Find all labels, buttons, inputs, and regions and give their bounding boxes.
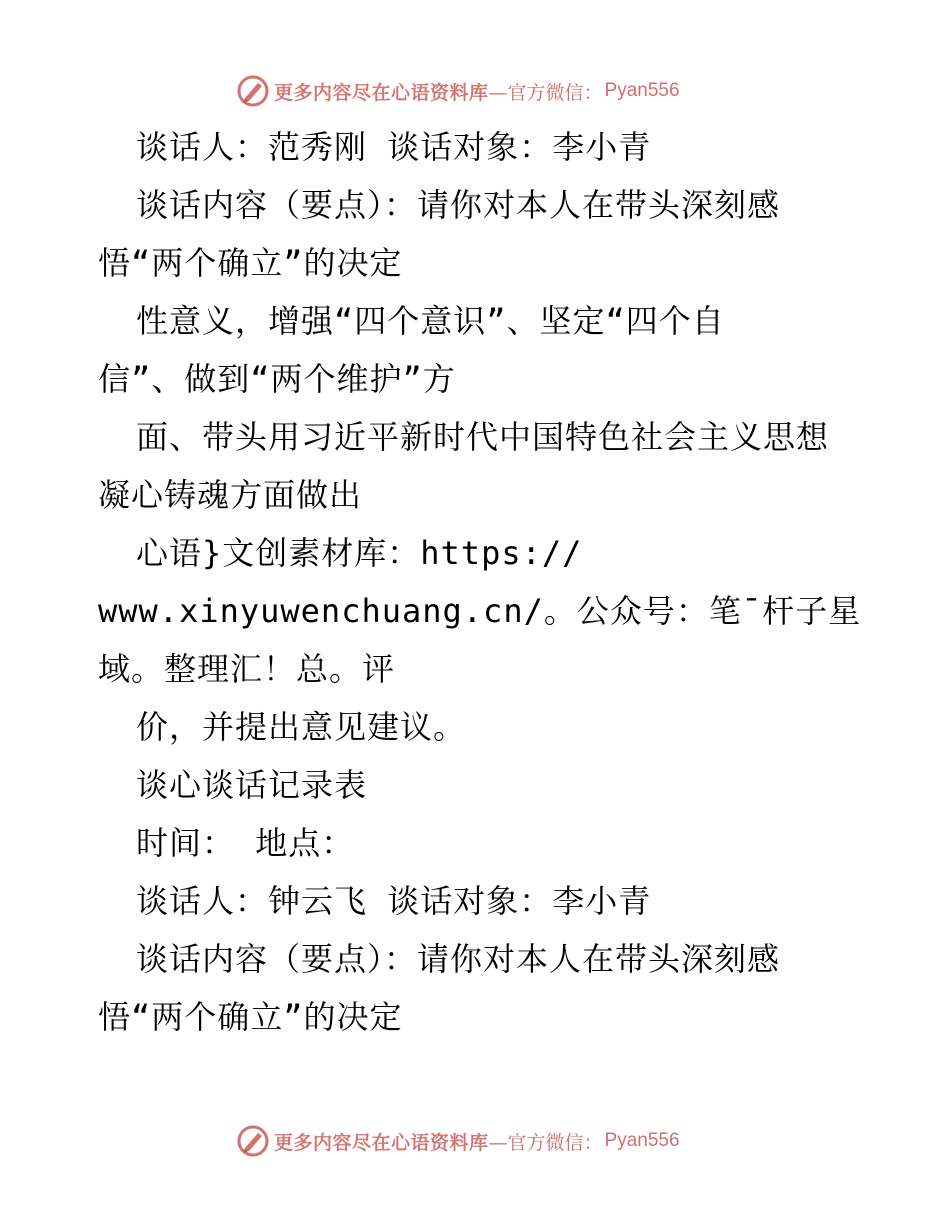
header-watermark <box>236 74 680 108</box>
doc-line: 凝心铸魂方面做出 <box>98 476 363 514</box>
doc-line: 时间： 地点： <box>136 824 355 862</box>
watermark-text: 更多内容尽在心语资料库 <box>274 1131 489 1154</box>
brush-logo-icon <box>236 1124 270 1158</box>
watermark-id: Pyan556 <box>604 80 680 101</box>
doc-line: 谈心谈话记录表 <box>136 766 368 804</box>
doc-line: 域。整理汇！总。评 <box>98 650 396 688</box>
watermark-tail: —官方微信： <box>488 81 603 104</box>
footer-watermark <box>236 1124 680 1158</box>
doc-line: 谈话内容（要点）：请你对本人在带头深刻感 <box>136 186 781 224</box>
doc-line: 悟“两个确立”的决定 <box>98 244 403 282</box>
document-body <box>98 118 898 1046</box>
doc-line: 悟“两个确立”的决定 <box>98 998 403 1036</box>
doc-line: 心语}文创素材库：https:// <box>136 534 583 572</box>
watermark-id: Pyan556 <box>604 1130 680 1151</box>
doc-line: 价，并提出意见建议。 <box>136 708 467 746</box>
brush-logo-icon <box>236 74 270 108</box>
watermark-text: 更多内容尽在心语资料库 <box>274 81 489 104</box>
doc-line: 面、带头用习近平新时代中国特色社会主义思想 <box>136 418 830 456</box>
doc-line: 性意义，增强“四个意识”、坚定“四个自 <box>136 302 725 340</box>
doc-line: www.xinyuwenchuang.cn/。公众号：笔¯杆子星 <box>98 592 862 630</box>
doc-line: 谈话内容（要点）：请你对本人在带头深刻感 <box>136 940 781 978</box>
doc-line: 谈话人：钟云飞 谈话对象：李小青 <box>136 882 652 920</box>
doc-line: 谈话人：范秀刚 谈话对象：李小青 <box>136 128 652 166</box>
watermark-tail: —官方微信： <box>488 1131 603 1154</box>
doc-line: 信”、做到“两个维护”方 <box>98 360 456 398</box>
